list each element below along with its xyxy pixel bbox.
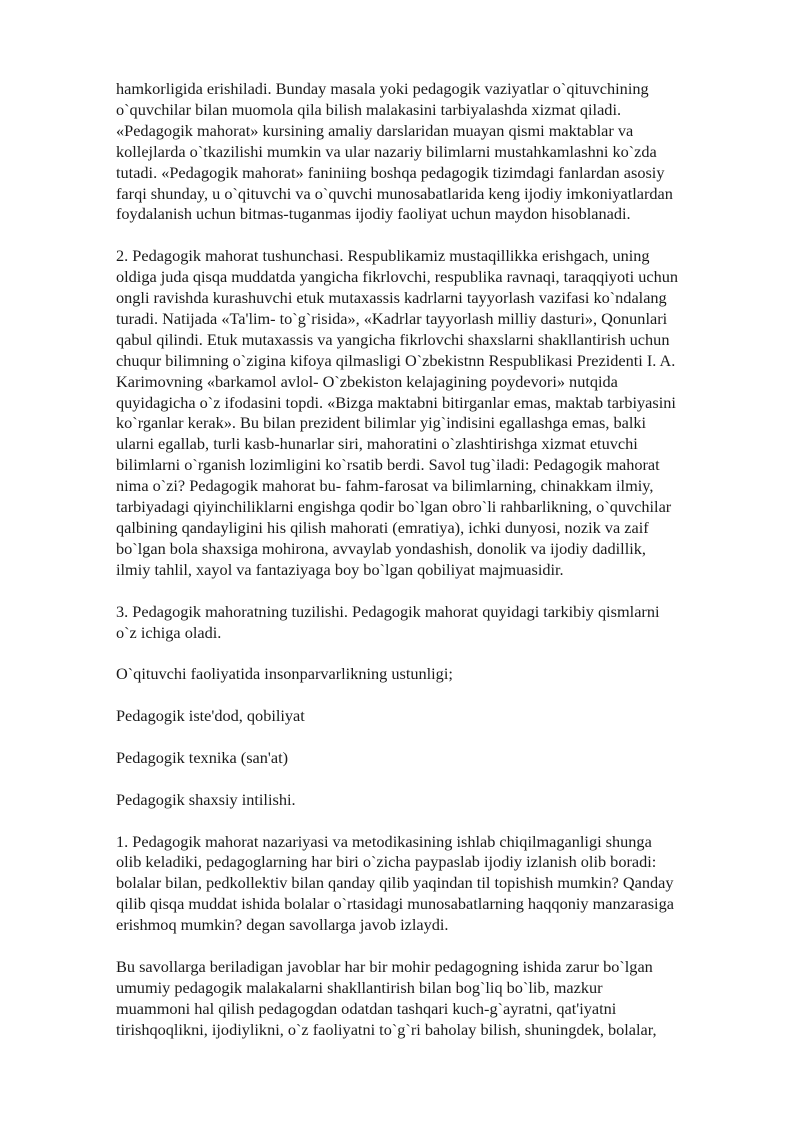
text-line: qilib qisqa muddat ishida bolalar o`rtasidagi munosabatlarning haqqoniy manzarasiga: [116, 894, 674, 914]
text-line: o`z ichiga oladi.: [116, 622, 222, 642]
text-line: Pedagogik iste'dod, qobiliyat: [116, 706, 305, 726]
paragraph-section-2: [116, 246, 748, 581]
text-line: qabul qilindi. Etuk mutaxassis va yangicha fikrlovchi shaxslarni shakllantirish uchun: [116, 329, 670, 349]
text-line: O`qituvchi faoliyatida insonparvarlikning ustunligi;: [116, 664, 453, 684]
text-line: bolalar bilan, pedkollektiv bilan qanday qilib yaqindan til topishish mumkin? Qanday: [116, 873, 674, 893]
text-line: turadi. Natijada «Ta'lim- to`g`risida», «Kadrlar tayyorlash milliy dasturi», Qonunlari: [116, 308, 668, 328]
text-line: kollejlarda o`tkazilishi mumkin va ular nazariy bilimlarni mustahkamlashni ko`zda: [116, 141, 657, 161]
text-line: oldiga juda qisqa muddatda yangicha fikrlovchi, respublika ravnaqi, taraqqiyoti uchun: [116, 267, 678, 287]
text-line: chuqur bilimning o`zigina kifoya qilmasligi O`zbekistnn Respublikasi Prezidenti I. A.: [116, 350, 676, 370]
paragraph-intro-continuation: [116, 79, 748, 225]
text-line: quyidagicha o`z ifodasini topdi. «Bizga maktabni bitirganlar emas, maktab tarbiyasini: [116, 392, 676, 412]
text-line: olib keladiki, pedagoglarning har biri o`zicha paypaslab ijodiy izlanish olib boradi:: [116, 852, 657, 872]
paragraph-point-1: [116, 832, 748, 937]
text-line: 2. Pedagogik mahorat tushunchasi. Respublikamiz mustaqillikka erishgach, uning: [116, 246, 650, 266]
paragraph-section-3: [116, 602, 748, 644]
text-line: bo`lgan bola shaxsiga mohirona, avvaylab yondashish, donolik va ijodiy dadillik,: [116, 538, 646, 558]
text-line: erishmoq mumkin? degan savollarga javob izlaydi.: [116, 915, 449, 935]
text-line: umumiy pedagogik malakalarni shakllantirish bilan bog`liq bo`lib, mazkur: [116, 977, 603, 997]
text-line: Karimovning «barkamol avlol- O`zbekiston kelajagining poydevori» nutqida: [116, 371, 618, 391]
paragraph-answers: [116, 957, 748, 1041]
text-line: Bu savollarga beriladigan javoblar har bir mohir pedagogning ishida zarur bo`lgan: [116, 956, 653, 976]
text-line: bilimlarni o`rganish lozimligini ko`rsatib berdi. Savol tug`iladi: Pedagogik mahorat: [116, 455, 660, 475]
text-line: muammoni hal qilish pedagogdan odatdan tashqari kuch-g`ayratni, qat'iyatni: [116, 998, 617, 1018]
list-item-humanism: [116, 664, 748, 685]
text-line: qalbining qandayligini his qilish mahorati (emratiya), ichki dunyosi, nozik va zaif: [116, 518, 649, 538]
text-line: hamkorligida erishiladi. Bunday masala yoki pedagogik vaziyatlar o`qituvchining: [116, 79, 649, 98]
text-line: ularni egallab, turli kasb-hunarlar siri, mahoratini o`zlashtirishga xizmat etuvchi: [116, 434, 638, 454]
text-line: ilmiy tahlil, xayol va fantaziyaga boy bo`lgan qobiliyat majmuasidir.: [116, 559, 564, 579]
text-line: Pedagogik shaxsiy intilishi.: [116, 789, 296, 809]
text-line: foydalanish uchun bitmas-tuganmas ijodiy faoliyat uchun maydon hisoblanadi.: [116, 204, 631, 224]
text-line: tirishqoqlikni, ijodiylikni, o`z faoliyatni to`g`ri baholay bilish, shuningdek, bolalar,: [116, 1019, 657, 1039]
list-item-talent: [116, 706, 748, 727]
document-page: [116, 79, 748, 1061]
text-line: tutadi. «Pedagogik mahorat» faniniing boshqa pedagogik tizimdagi fanlardan asosiy: [116, 162, 665, 182]
text-line: ongli ravishda kurashuvchi etuk mutaxassis kadrlarni tayyorlash vazifasi ko`ndalang: [116, 288, 667, 308]
text-line: Pedagogik texnika (san'at): [116, 747, 289, 767]
list-item-technique: [116, 748, 748, 769]
text-line: «Pedagogik mahorat» kursining amaliy darslaridan muayan qismi maktablar va: [116, 120, 634, 140]
text-line: o`quvchilar bilan muomola qila bilish malakasini tarbiyalashda xizmat qiladi.: [116, 99, 622, 119]
text-line: ko`rganlar kerak». Bu bilan prezident bilimlar yig`indisini egallashga emas, balki: [116, 413, 647, 433]
text-line: tarbiyadagi qiyinchiliklarni engishga qodir bo`lgan obro`li rahbarlikning, o`quvchilar: [116, 497, 672, 517]
text-line: farqi shunday, u o`qituvchi va o`quvchi munosabatlarida keng ijodiy imkoniyatlardan: [116, 183, 673, 203]
text-line: 1. Pedagogik mahorat nazariyasi va metodikasining ishlab chiqilmaganligi shunga: [116, 831, 652, 851]
text-line: nima o`zi? Pedagogik mahorat bu- fahm-farosat va bilimlarning, chinakkam ilmiy,: [116, 476, 654, 496]
list-item-personal-striving: [116, 790, 748, 811]
text-line: 3. Pedagogik mahoratning tuzilishi. Pedagogik mahorat quyidagi tarkibiy qismlarni: [116, 601, 660, 621]
